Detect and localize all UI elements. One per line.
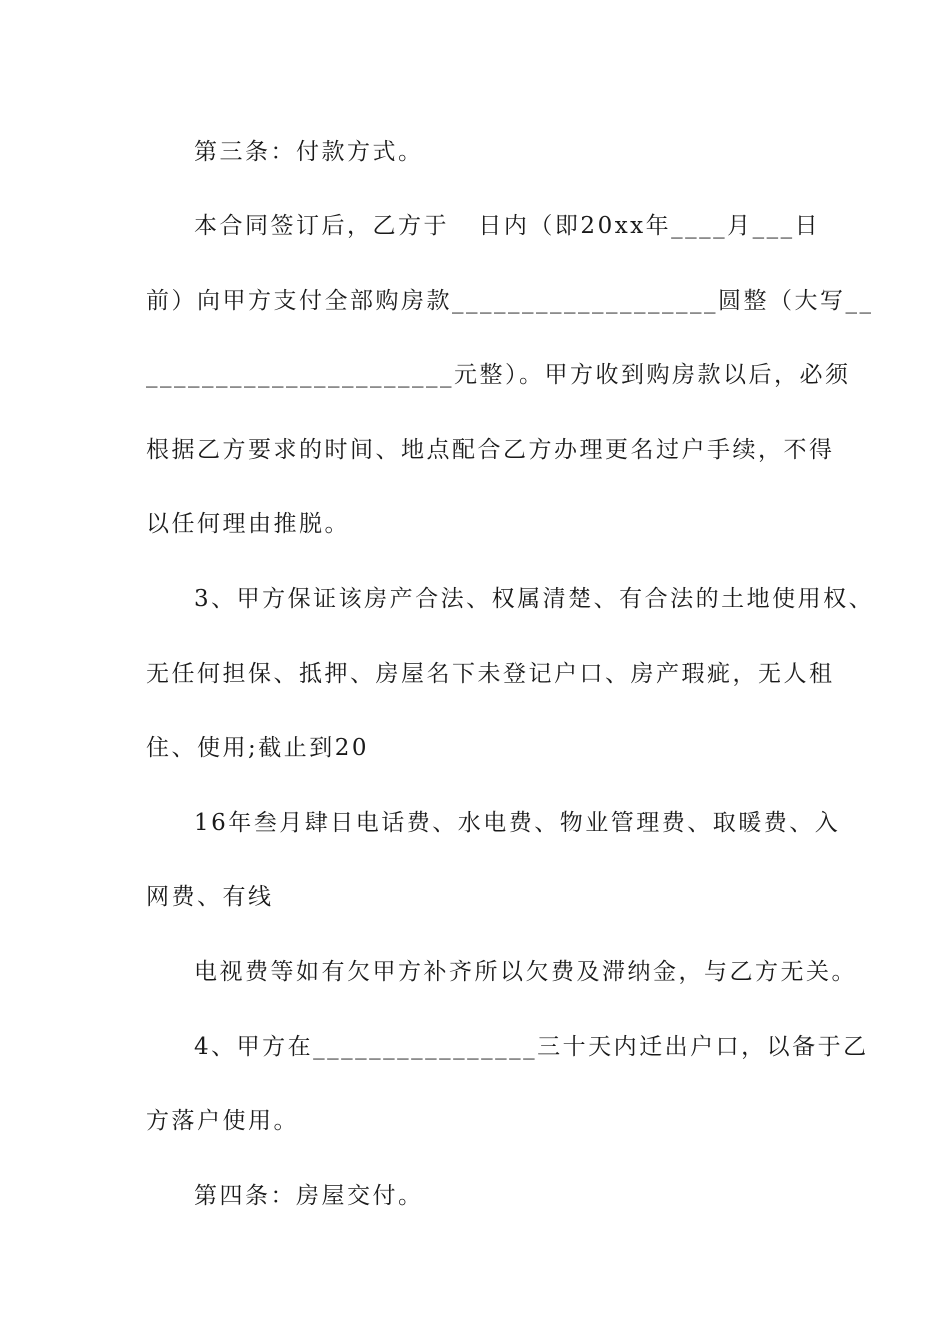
paragraph-line: 以任何理由推脱。 xyxy=(146,511,350,537)
paragraph-line: 方落户使用。 xyxy=(146,1108,299,1134)
paragraph-line: 根据乙方要求的时间、地点配合乙方办理更名过户手续，不得 xyxy=(146,437,835,463)
paragraph-line: 本合同签订后，乙方于 日内（即20xx年____月___日 xyxy=(194,213,821,239)
paragraph-line: 前）向甲方支付全部购房款___________________圆整（大写__ xyxy=(146,288,874,314)
paragraph-line: 4、甲方在________________三十天内迁出户口，以备于乙 xyxy=(194,1034,869,1060)
paragraph-line: 住、使用;截止到20 xyxy=(146,735,370,761)
paragraph-line: 无任何担保、抵押、房屋名下未登记户口、房产瑕疵，无人租 xyxy=(146,661,835,687)
paragraph-line: 电视费等如有欠甲方补齐所以欠费及滞纳金，与乙方无关。 xyxy=(194,959,857,985)
paragraph-line: ______________________元整）。甲方收到购房款以后，必须 xyxy=(146,362,851,388)
section-heading-payment: 第三条：付款方式。 xyxy=(194,139,424,165)
section-heading-delivery: 第四条：房屋交付。 xyxy=(194,1183,424,1209)
paragraph-line: 3、甲方保证该房产合法、权属清楚、有合法的土地使用权、 xyxy=(194,586,875,612)
paragraph-line: 网费、有线 xyxy=(146,884,274,910)
paragraph-line: 16年叁月肆日电话费、水电费、物业管理费、取暖费、入 xyxy=(194,810,841,836)
